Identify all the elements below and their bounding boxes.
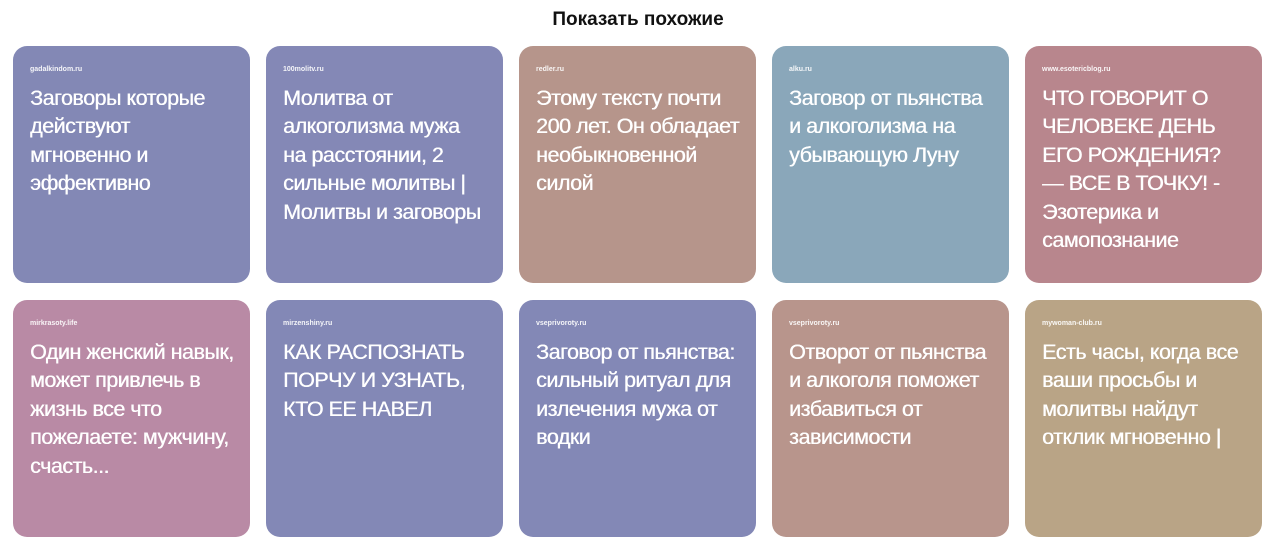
card-vseprivoroty-ritual[interactable] <box>519 300 756 537</box>
card-source: 100molitv.ru <box>283 66 324 73</box>
card-source: vseprivoroty.ru <box>536 320 587 327</box>
card-gadalkindom[interactable] <box>13 46 250 283</box>
card-source: mirkrasoty.life <box>30 320 78 327</box>
card-title: Заговор от пьянства и алкоголизма на убывающую Луну <box>789 86 983 167</box>
card-esotericblog[interactable] <box>1025 46 1262 283</box>
card-title: Молитва от алкоголизма мужа на расстоянии, 2 сильные молитвы | Молитвы и заговоры <box>283 86 481 224</box>
card-title: Один женский навык, может привлечь в жизнь все что пожелаете: мужчину, счасть... <box>30 340 234 478</box>
card-redler[interactable] <box>519 46 756 283</box>
card-title: Этому тексту почти 200 лет. Он обладает необыкновенной силой <box>536 86 740 196</box>
card-title: ЧТО ГОВОРИТ О ЧЕЛОВЕКЕ ДЕНЬ ЕГО РОЖДЕНИЯ? — ВСЕ В ТОЧКУ! - Эзотерика и самопознание <box>1042 86 1221 253</box>
card-source: alku.ru <box>789 66 812 73</box>
card-alku[interactable] <box>772 46 1009 283</box>
card-source: redler.ru <box>536 66 565 73</box>
card-source: mirzenshiny.ru <box>283 320 333 327</box>
card-title: Отворот от пьянства и алкоголя поможет избавиться от зависимости <box>789 340 986 450</box>
card-title: Заговоры которые действуют мгновенно и эффективно <box>30 86 205 196</box>
card-source: www.esotericblog.ru <box>1042 66 1111 73</box>
card-mirzenshiny[interactable] <box>266 300 503 537</box>
card-100molitv[interactable] <box>266 46 503 283</box>
card-mirkrasoty[interactable] <box>13 300 250 537</box>
card-source: mywoman-club.ru <box>1042 320 1102 327</box>
card-source: vseprivoroty.ru <box>789 320 840 327</box>
page-title: Показать похожие <box>552 9 724 30</box>
similar-cards-grid <box>13 46 1262 537</box>
card-mywoman-club[interactable] <box>1025 300 1262 537</box>
card-vseprivoroty-otvorot[interactable] <box>772 300 1009 537</box>
card-title: КАК РАСПОЗНАТЬ ПОРЧУ И УЗНАТЬ, КТО ЕЕ НАВЕЛ <box>283 340 465 421</box>
card-source: gadalkindom.ru <box>30 66 83 73</box>
card-title: Есть часы, когда все ваши просьбы и молитвы найдут отклик мгновенно | <box>1042 340 1239 450</box>
card-title: Заговор от пьянства: сильный ритуал для излечения мужа от водки <box>536 340 735 450</box>
